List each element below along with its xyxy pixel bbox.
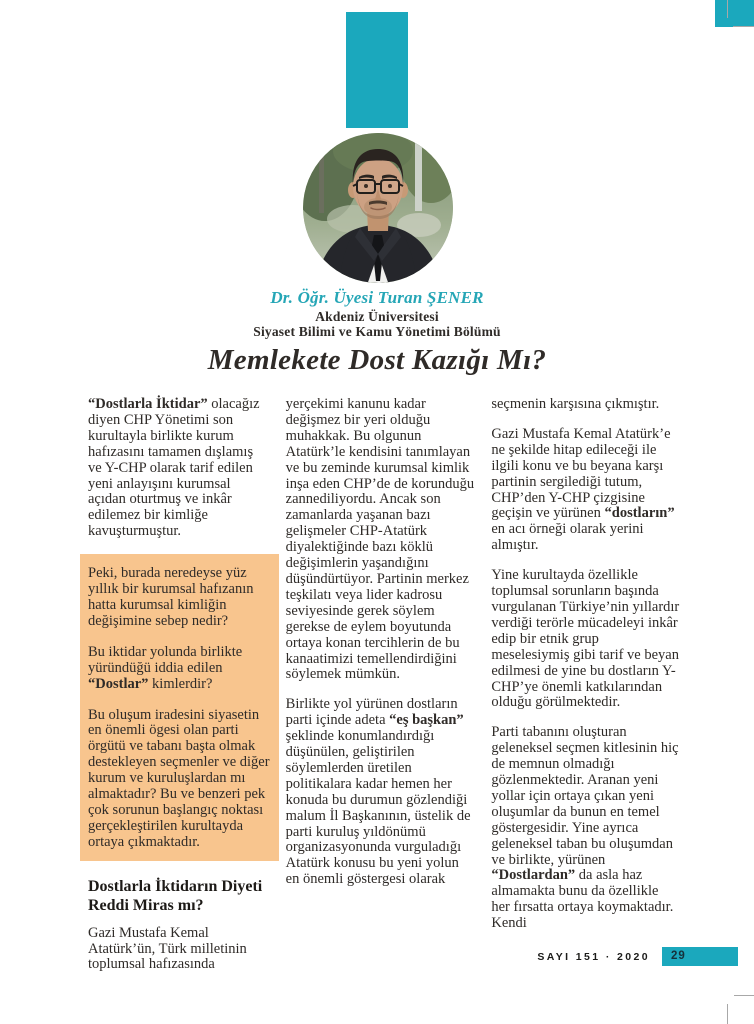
footer-issue-label: SAYI 151 · 2020	[537, 951, 650, 963]
portrait-image	[303, 133, 453, 283]
page-number-badge: 29	[662, 947, 738, 966]
paragraph: yerçekimi kanunu kadar değişmez bir yeri olduğu muhakkak. Bu olgunun Atatürk’le kendisini tanımlayan ve bu zeminde kurumsal kimlik inşa eden CHP’de de korunduğu zannediliyordu. Ancak son zamanlarda yaşanan bazı gelişmeler CHP-Atatürk diyalektiğinde bazı köklü değişimlerin yaşandığını düşündürtüyor. Partinin merkez teşkilatı veya lider kadrosu seviyesinde gerek söylem gerekse de eylem boyutunda ortaya konan tercihlerin de bu kanaatimizi temellendirdiğini söylemek mümkün.	[285, 396, 475, 683]
crop-mark-bottom-right-horizontal	[734, 995, 754, 996]
paragraph: Parti tabanını oluşturan geleneksel seçmen kitlesinin hiç de memnun olmadığı gözlenmektedir. Aranan yeni yollar için ortaya çıkan yeni oluşumlar da bunun en temel göstergesidir. Yine ayrıca geleneksel taban bu oluşumdan ve birlikte, yürünen “Dostlardan” da asla haz almamakta bunu da özellikle her fırsatta ortaya koymaktadır. Kendi	[491, 724, 679, 932]
paragraph: seçmenin karşısına çıkmıştır.	[491, 396, 660, 412]
box-question-1: Peki, burada neredeyse yüz yıllık bir kurumsal hafızanın hatta kurumsal kimliğin değişimine sebep nedir?	[88, 565, 254, 629]
article-title: Memlekete Dost Kazığı Mı?	[207, 344, 547, 376]
teal-corner-tab	[715, 0, 754, 27]
affiliation-university: Akdeniz Üniversitesi	[315, 309, 439, 324]
box-question-3: Bu oluşum iradesini siyasetin en önemli ögesi olan parti örgütü ve tabanı başta olmak destekleyen seçmenler ve diğer kurum ve kuruluşlardan mı almaktadır? Bu ve benzeri pek çok sorunun başlangıç noktası gerçekleştirilen kurultayda ortaya çıkmaktadır.	[88, 706, 270, 850]
lead-in-bold: “Dostlarla İktidar”	[88, 396, 208, 412]
article-body	[80, 397, 680, 987]
pull-quote-box	[80, 554, 279, 861]
teal-top-bar	[346, 12, 408, 128]
paragraph: Yine kurultayda özellikle toplumsal sorunların başında vurgulanan Türkiye’nin yıllardır verdiği terörle mücadeleyi inkâr edip bir etnik grup meselesiymiş gibi tarif ve beyan edilmesi de yine bu dostların Y-CHP’ye önemli katkılarından olduğu görülmektedir.	[491, 567, 680, 711]
paragraph: Gazi Mustafa Kemal Atatürk’e ne şekilde hitap edileceği ile ilgili konu ve bu beyana karşı partinin sergilediği tutum, CHP’den Y-CHP çizgisine geçişin ve yürünen “dostların” en acı örneği olarak yerini almıştır.	[491, 425, 675, 554]
crop-mark-bottom-right-vertical	[727, 1004, 728, 1024]
column-3	[491, 397, 680, 987]
column-1	[80, 397, 269, 987]
author-name: Dr. Öğr. Üyesi Turan ŞENER	[270, 288, 484, 307]
paragraph: Birlikte yol yürünen dostların parti içinde adeta “eş başkan” şeklinde konumlandırdığı düşünülen, geliştirilen söylemlerden üretilen politikalara kadar hemen her konuda bu durumun gözlendiği malum İl Başkanının, üstelik de parti kuruluş yıldönümü organizasyonunda vurguladığı Atatürk konusu bu yeni yolun en önemli göstergesi olarak	[285, 696, 471, 888]
section-heading: Dostlarla İktidarın Diyeti Reddi Miras mı?	[88, 877, 263, 914]
affiliation-department: Siyaset Bilimi ve Kamu Yönetimi Bölümü	[253, 324, 501, 339]
paragraph: Gazi Mustafa Kemal Atatürk’ün, Türk milletinin toplumsal hafızasında	[88, 924, 247, 973]
crop-mark-top-right-horizontal	[733, 26, 754, 27]
author-portrait-photo	[298, 128, 458, 288]
paragraph-intro: “Dostlarla İktidar” olacağız diyen CHP Yönetimi son kurultayla birlikte kurum hafızasını tamamen dışlamış ve Y-CHP olarak tarif edilen yeni anlayışını kurumsal açıdan oturtmuş ve inkâr edilemez bir kimliğe kavuşturmuştur.	[88, 396, 260, 540]
crop-mark-top-right-vertical	[727, 0, 728, 18]
column-2	[286, 397, 475, 987]
box-question-2: Bu iktidar yolunda birlikte yüründüğü iddia edilen “Dostlar” kimlerdir?	[88, 643, 243, 692]
